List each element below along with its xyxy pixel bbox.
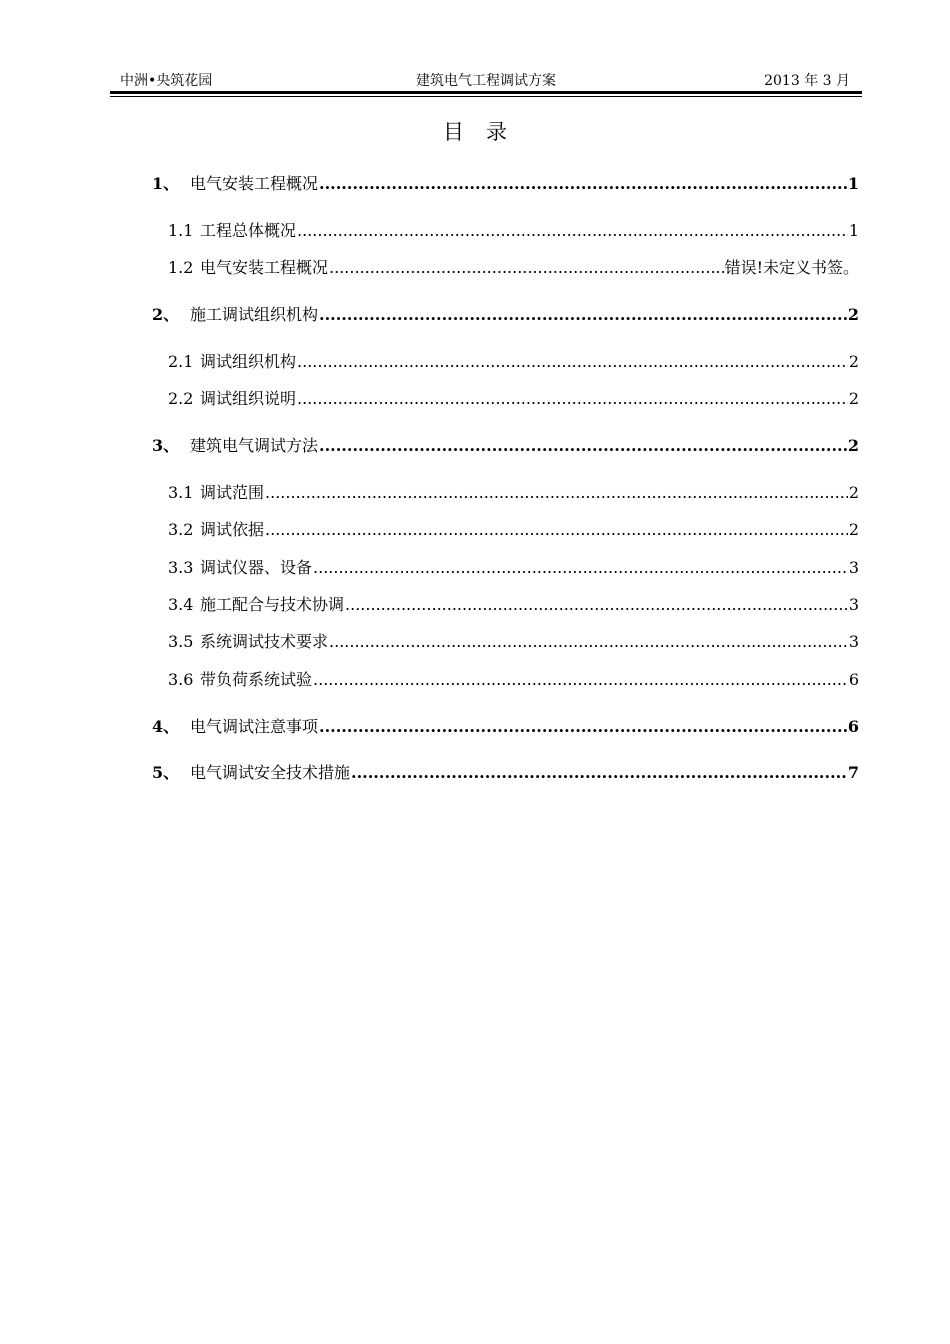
toc-entry-text: 系统调试技术要求	[200, 632, 329, 651]
toc-entry-text: 电气安装工程概况	[190, 174, 319, 193]
toc-entry-page: 7	[847, 763, 859, 782]
page-header	[110, 68, 862, 90]
toc-entry-number: 3.6	[168, 670, 194, 689]
toc-entry-number: 2、	[152, 305, 180, 324]
toc-entry-page: 3	[848, 632, 859, 651]
toc-entry-page: 2	[847, 436, 859, 455]
toc-entry-page: 3	[848, 558, 859, 577]
toc-leader-dots	[313, 668, 848, 692]
toc-title: 目录	[443, 120, 529, 144]
toc-leader-dots	[319, 303, 847, 327]
toc-entry-number: 4、	[152, 717, 180, 736]
toc-entry-page: 3	[848, 595, 859, 614]
toc-entry-text: 施工调试组织机构	[190, 305, 319, 324]
header-document-title: 建筑电气工程调试方案	[416, 73, 556, 89]
toc-entry-text: 电气调试安全技术措施	[190, 763, 351, 782]
toc-entry-page: 2	[848, 352, 859, 371]
toc-leader-dots	[297, 387, 848, 411]
toc-leader-dots	[329, 630, 848, 654]
toc-leader-dots	[313, 556, 848, 580]
toc-entry-number: 3.1	[168, 483, 194, 502]
toc-entry-number: 3.2	[168, 520, 194, 539]
toc-entry-number: 2.1	[168, 352, 194, 371]
toc-entry-number: 3.4	[168, 595, 194, 614]
toc-entry-3-1[interactable]	[168, 481, 859, 505]
toc-leader-dots	[319, 715, 847, 739]
header-rule-thick	[110, 91, 862, 94]
toc-entry-page: 6	[848, 670, 859, 689]
toc-leader-dots	[297, 219, 848, 243]
toc-entry-text: 电气调试注意事项	[190, 717, 319, 736]
toc-entry-text: 调试仪器、设备	[200, 558, 313, 577]
toc-leader-dots	[297, 350, 848, 374]
toc-entry-3-2[interactable]	[168, 518, 859, 542]
toc-entry-4[interactable]	[152, 715, 859, 739]
toc-entry-page: 2	[847, 305, 859, 324]
toc-leader-dots	[265, 481, 848, 505]
toc-entry-text: 调试范围	[200, 483, 265, 502]
toc-entry-page: 2	[848, 520, 859, 539]
toc-leader-dots	[351, 761, 847, 785]
toc-entry-text: 施工配合与技术协调	[200, 595, 345, 614]
toc-leader-dots	[319, 434, 847, 458]
toc-entry-page: 6	[847, 717, 859, 736]
toc-entry-5[interactable]	[152, 761, 859, 785]
header-date: 2013 年 3 月	[764, 73, 850, 89]
toc-entry-3-5[interactable]	[168, 630, 859, 654]
toc-entry-text: 调试组织说明	[200, 389, 297, 408]
toc-entry-3-4[interactable]	[168, 593, 859, 617]
toc-entry-number: 3.3	[168, 558, 194, 577]
toc-entry-page: 2	[848, 483, 859, 502]
toc-entry-number: 3.5	[168, 632, 194, 651]
toc-entry-number: 2.2	[168, 389, 194, 408]
toc-entry-1-1[interactable]	[168, 219, 859, 243]
toc-entry-text: 带负荷系统试验	[200, 670, 313, 689]
toc-leader-dots	[265, 518, 848, 542]
toc-leader-dots	[329, 256, 724, 280]
toc-entry-1-2[interactable]	[168, 256, 859, 280]
toc-entry-2-1[interactable]	[168, 350, 859, 374]
toc-entry-text: 调试依据	[200, 520, 265, 539]
toc-entry-text: 建筑电气调试方法	[190, 436, 319, 455]
toc-entry-page: 错误!未定义书签。	[724, 258, 859, 277]
toc-leader-dots	[319, 172, 847, 196]
toc-entry-2-2[interactable]	[168, 387, 859, 411]
toc-entry-page: 1	[847, 174, 859, 193]
toc-entry-text: 电气安装工程概况	[200, 258, 329, 277]
header-rule-thin	[110, 96, 862, 97]
toc-entry-number: 3、	[152, 436, 180, 455]
toc-entry-number: 5、	[152, 763, 180, 782]
toc-entry-number: 1.1	[168, 221, 194, 240]
toc-entry-text: 调试组织机构	[200, 352, 297, 371]
toc-entry-3-3[interactable]	[168, 556, 859, 580]
toc-entry-number: 1、	[152, 174, 180, 193]
toc-entry-2[interactable]	[152, 303, 859, 327]
header-project-name: 中洲•央筑花园	[120, 73, 213, 89]
toc-entry-3[interactable]	[152, 434, 859, 458]
toc-leader-dots	[345, 593, 848, 617]
toc-entry-1[interactable]	[152, 172, 859, 196]
toc-entry-page: 1	[848, 221, 859, 240]
toc-entry-3-6[interactable]	[168, 668, 859, 692]
toc-entry-number: 1.2	[168, 258, 194, 277]
toc-entry-page: 2	[848, 389, 859, 408]
toc-entry-text: 工程总体概况	[200, 221, 297, 240]
